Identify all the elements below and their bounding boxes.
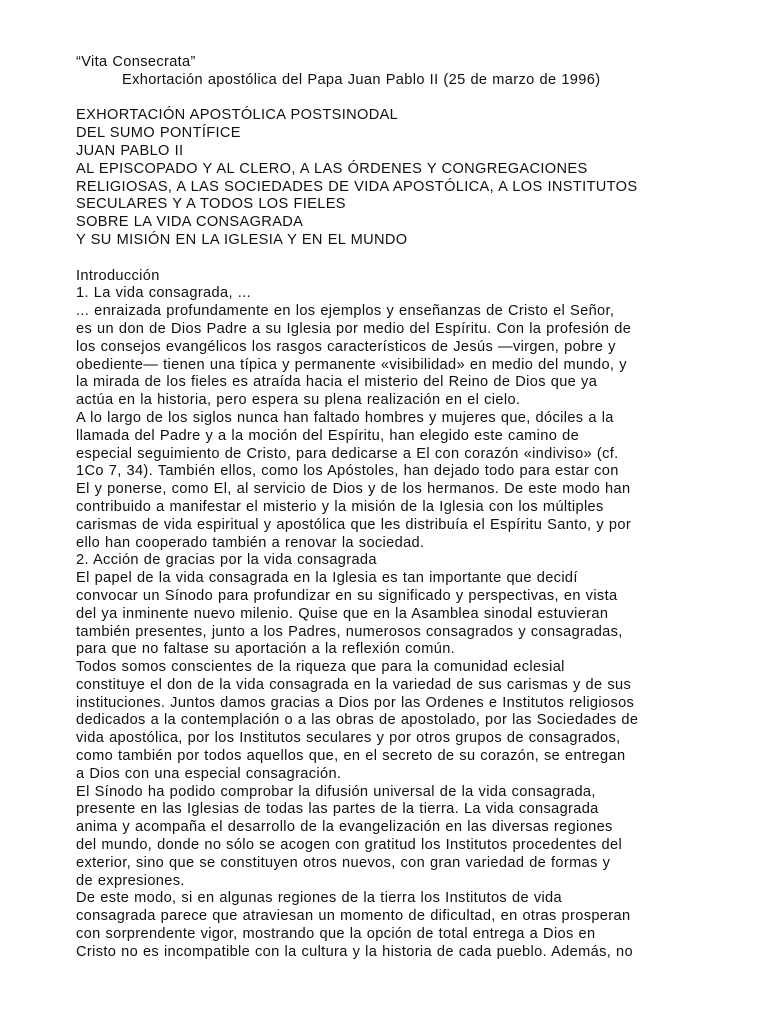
body-text-line: dedicados a la contemplación o a las obras de apostolado, por las Sociedades de [76,712,639,729]
document-page [76,54,716,962]
body-text-line: anima y acompaña el desarrollo de la evangelización en las diversas regiones [76,819,613,836]
heading-line: RELIGIOSAS, A LAS SOCIEDADES DE VIDA APOSTÓLICA, A LOS INSTITUTOS [76,178,638,195]
spacer [76,90,716,108]
body-text-line: de expresiones. [76,872,185,889]
body-text-line: El Sínodo ha podido comprobar la difusión universal de la vida consagrada, [76,783,596,800]
body-text-line: Introducción [76,267,160,284]
body-text-line: vida apostólica, por los Institutos seculares y por otros grupos de consagrados, [76,730,621,747]
heading-line: AL EPISCOPADO Y AL CLERO, A LAS ÓRDENES Y CONGREGACIONES [76,160,588,177]
body-text-line: Todos somos conscientes de la riqueza que para la comunidad eclesial [76,659,565,676]
heading-line: EXHORTACIÓN APOSTÓLICA POSTSINODAL [76,107,399,124]
heading-line: SECULARES Y A TODOS LOS FIELES [76,196,346,213]
body-text-line: la mirada de los fieles es atraída hacia el misterio del Reino de Dios que ya [76,374,598,391]
heading-line: DEL SUMO PONTÍFICE [76,125,241,142]
body-text-line: El papel de la vida consagrada en la Iglesia es tan importante que decidí [76,570,578,587]
body-text-line: carismas de vida espiritual y apostólica que les distribuía el Espíritu Santo, y por [76,516,632,533]
body-text-line: del mundo, donde no sólo se acogen con gratitud los Institutos procedentes del [76,837,623,854]
body-text-line: El y ponerse, como El, al servicio de Dios y de los hermanos. De este modo han [76,481,631,498]
heading-line: Y SU MISIÓN EN LA IGLESIA Y EN EL MUNDO [76,231,408,248]
document-heading [76,107,716,249]
heading-line: SOBRE LA VIDA CONSAGRADA [76,214,304,231]
body-text-line: ... enraizada profundamente en los ejemplos y enseñanzas de Cristo el Señor, [76,303,615,320]
body-text-line: convocar un Sínodo para profundizar en su significado y perspectivas, en vista [76,587,618,604]
body-text-line: ello han cooperado también a renovar la sociedad. [76,534,425,551]
body-text-line: llamada del Padre y a la moción del Espíritu, han elegido este camino de [76,427,580,444]
body-text-line: a Dios con una especial consagración. [76,765,342,782]
body-text-line: 2. Acción de gracias por la vida consagrada [76,552,377,569]
body-text-line: presente en las Iglesias de todas las partes de la tierra. La vida consagrada [76,801,599,818]
body-text-line: con sorprendente vigor, mostrando que la opción de total entrega a Dios en [76,926,596,943]
body-text-line: Cristo no es incompatible con la cultura y la historia de cada pueblo. Además, no [76,943,633,960]
body-text-line: como también por todos aquellos que, en el secreto de su corazón, se entregan [76,748,626,765]
spacer [76,250,716,268]
document-body [76,268,716,962]
heading-line: JUAN PABLO II [76,142,184,159]
body-text-line: obediente— tienen una típica y permanente «visibilidad» en medio del mundo, y [76,356,627,373]
body-text-line: especial seguimiento de Cristo, para dedicarse a El con corazón «indiviso» (cf. [76,445,619,462]
body-text-line: 1Co 7, 34). También ellos, como los Apóstoles, han dejado todo para estar con [76,463,619,480]
body-text-line: consagrada parece que atraviesan un momento de dificultad, en otras prosperan [76,908,631,925]
body-text-line: los consejos evangélicos los rasgos característicos de Jesús —virgen, pobre y [76,338,616,355]
body-text-line: 1. La vida consagrada, ... [76,285,251,302]
document-title: “Vita Consecrata” [76,54,196,70]
body-text-line: De este modo, si en algunas regiones de la tierra los Institutos de vida [76,890,562,907]
body-text-line: contribuido a manifestar el misterio y la misión de la Iglesia con los múltiples [76,498,604,515]
body-text-line: instituciones. Juntos damos gracias a Dios por las Ordenes e Institutos religiosos [76,694,635,711]
body-text-line: es un don de Dios Padre a su Iglesia por medio del Espíritu. Con la profesión de [76,320,632,337]
body-text-line: para que no faltase su aportación a la reflexión común. [76,641,456,658]
body-text-line: del ya inminente nuevo milenio. Quise que en la Asamblea sinodal estuvieran [76,605,609,622]
body-text-line: actúa en la historia, pero espera su plena realización en el cielo. [76,392,521,409]
body-text-line: exterior, sino que se constituyen otros nuevos, con gran variedad de formas y [76,854,611,871]
document-subtitle: Exhortación apostólica del Papa Juan Pablo II (25 de marzo de 1996) [122,71,601,88]
body-text-line: también presentes, junto a los Padres, numerosos consagrados y consagradas, [76,623,623,640]
body-text-line: A lo largo de los siglos nunca han faltado hombres y mujeres que, dóciles a la [76,409,614,426]
body-text-line: constituye el don de la vida consagrada en la variedad de sus carismas y de sus [76,676,632,693]
